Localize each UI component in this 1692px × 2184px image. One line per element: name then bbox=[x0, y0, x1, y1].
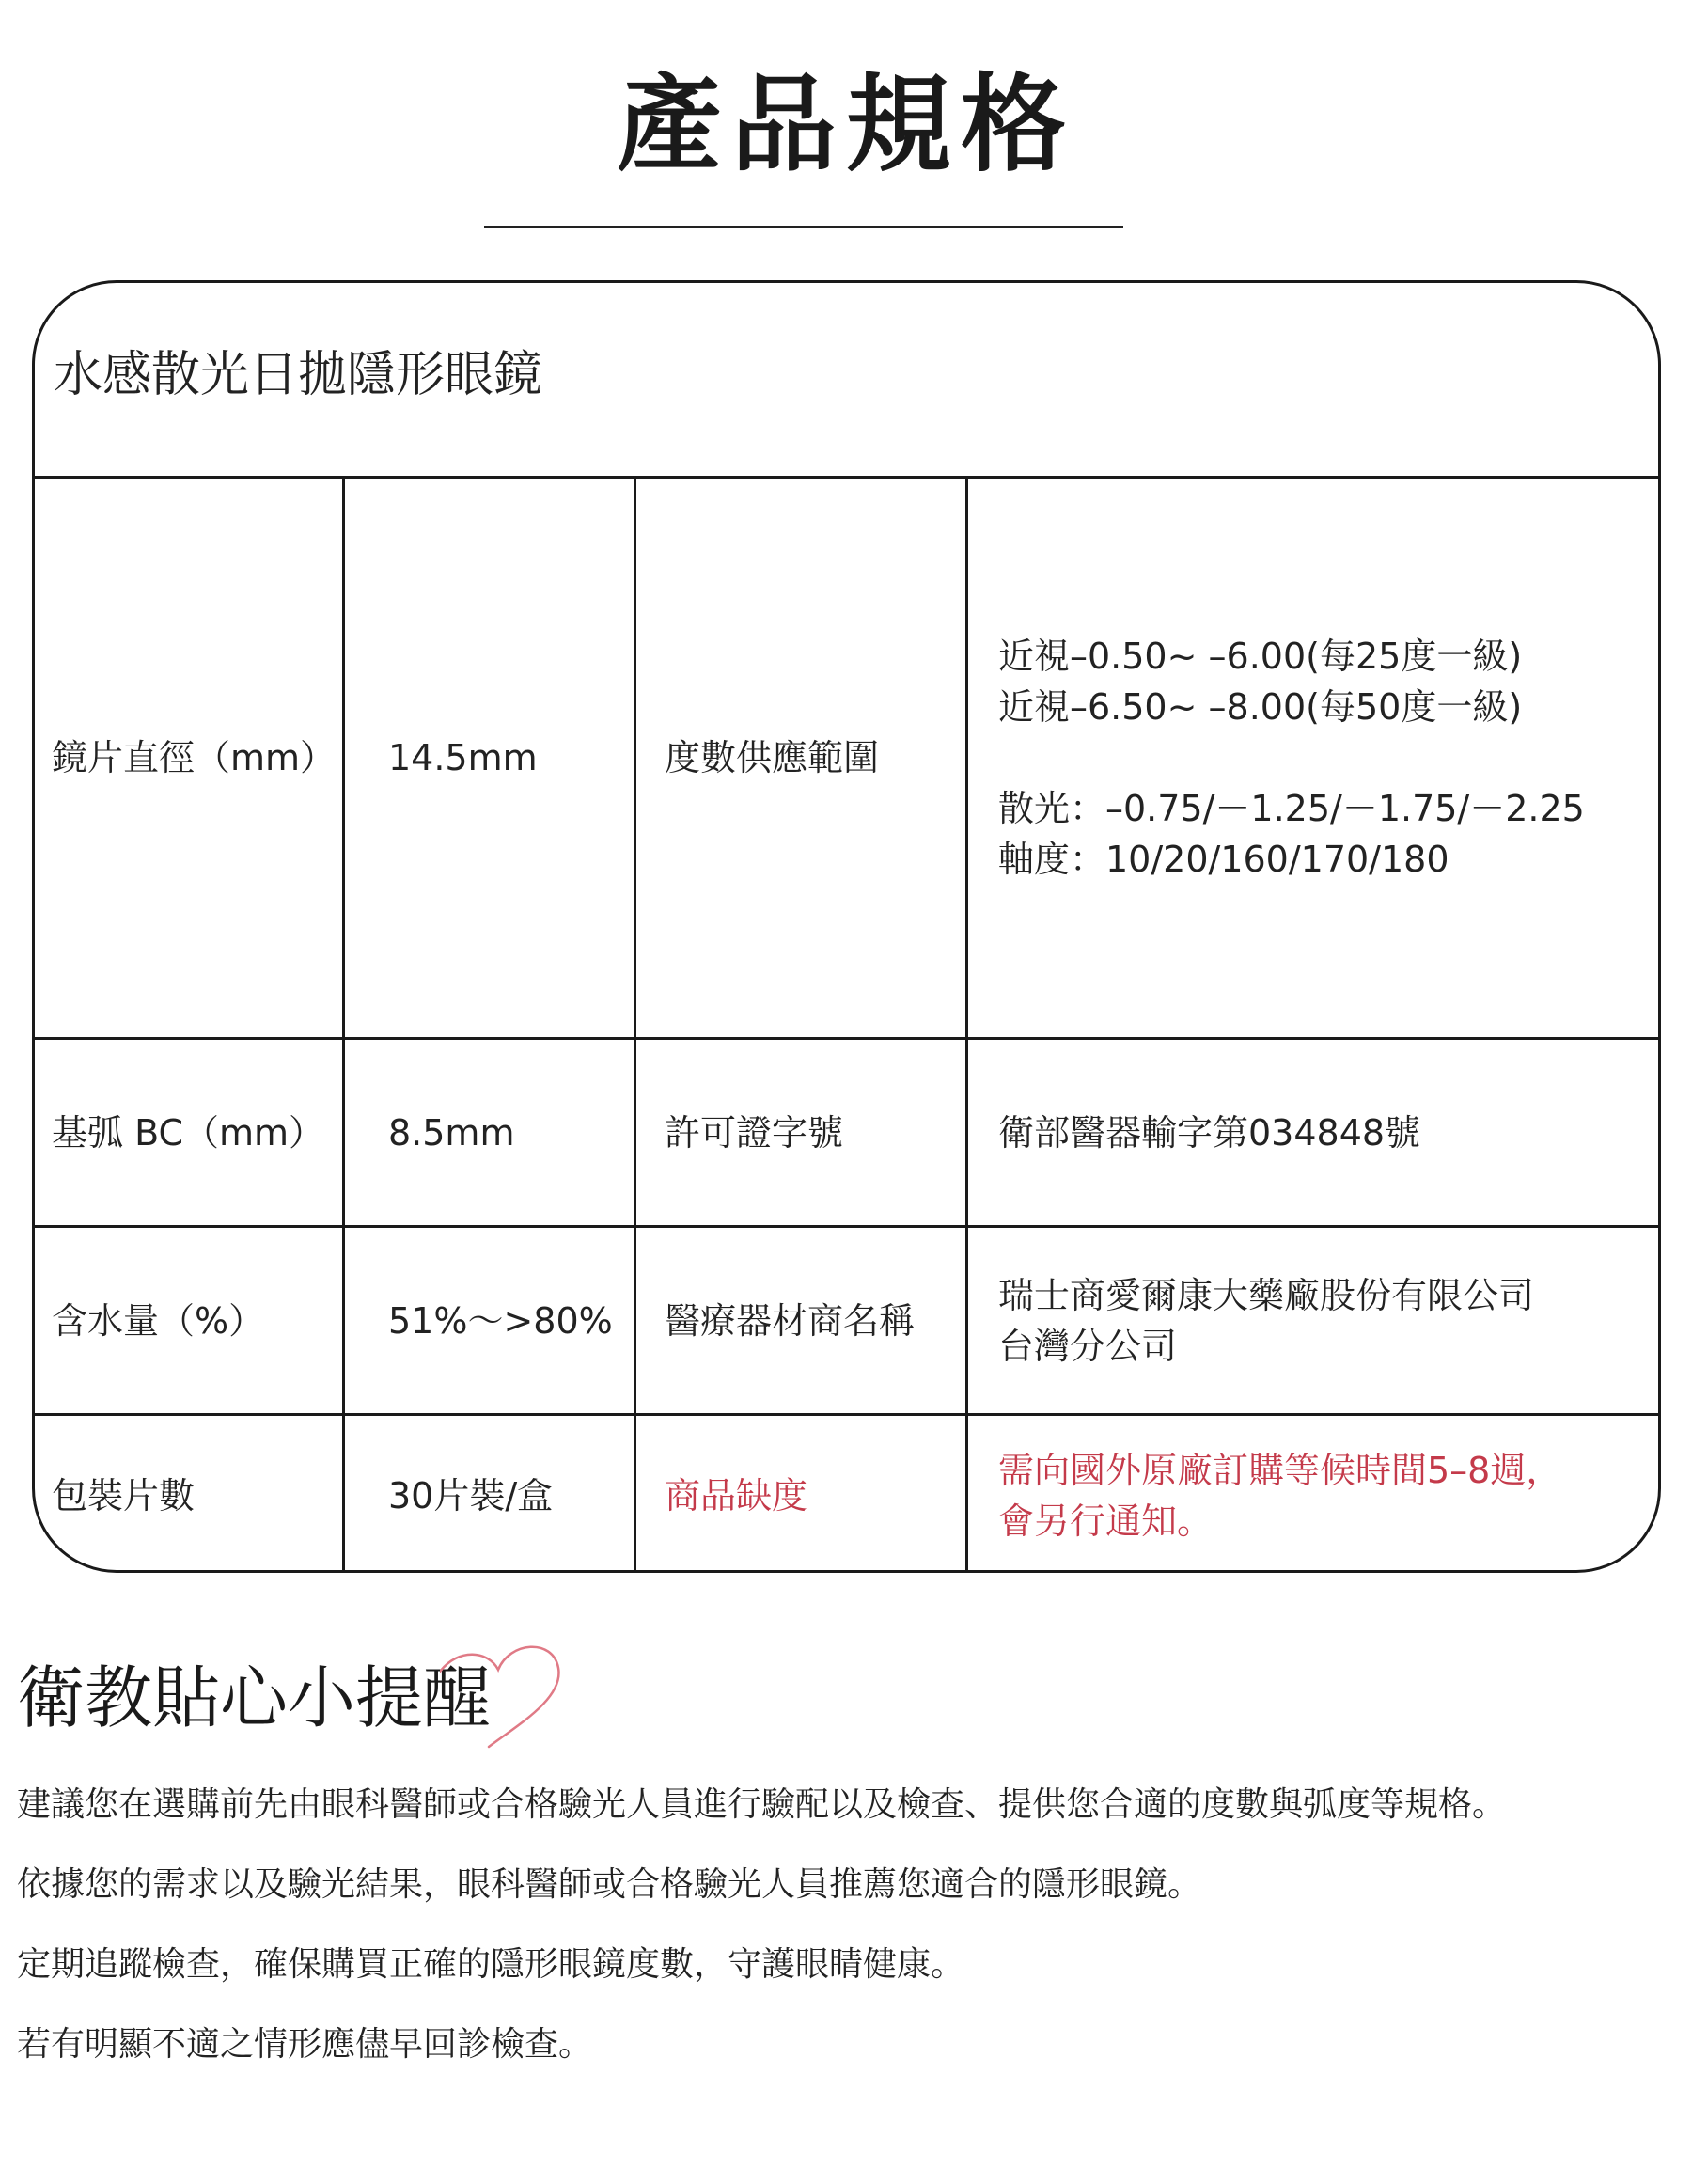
heart-outline-icon bbox=[440, 1638, 572, 1751]
spec-value-out-of-stock-note: 需向國外原廠訂購等候時間5–8週， 會另行通知。 bbox=[998, 1450, 1562, 1542]
tip-line: 建議您在選購前先由眼科醫師或合格驗光人員進行驗配以及檢查、提供您合適的度數與弧度等規格。 bbox=[17, 1785, 1507, 1824]
tip-line: 依據您的需求以及驗光結果，眼科醫師或合格驗光人員推薦您適合的隱形眼鏡。 bbox=[17, 1865, 1202, 1904]
spec-value-license: 衛部醫器輸字第034848號 bbox=[998, 1111, 1421, 1154]
spec-label-power-range: 度數供應範圍 bbox=[665, 737, 880, 778]
table-row-label bbox=[636, 479, 965, 1037]
table-row-value bbox=[345, 479, 634, 1037]
spec-value-water-content: 51%～>80% bbox=[388, 1299, 613, 1342]
table-row-label bbox=[35, 1040, 342, 1225]
title-divider bbox=[484, 226, 1123, 228]
spec-table bbox=[32, 280, 1661, 1573]
spec-label-supplier: 醫療器材商名稱 bbox=[665, 1299, 916, 1342]
table-row-value bbox=[968, 1040, 1661, 1225]
table-row-value bbox=[345, 1228, 634, 1413]
spec-label-out-of-stock: 商品缺度 bbox=[665, 1475, 808, 1516]
spec-value-base-curve: 8.5mm bbox=[388, 1111, 515, 1154]
tips-title: 衛教貼心小提醒 bbox=[17, 1658, 492, 1737]
spec-label-base-curve: 基弧 BC（mm） bbox=[52, 1111, 325, 1154]
spec-label-license: 許可證字號 bbox=[665, 1111, 844, 1154]
table-row-label bbox=[636, 1040, 965, 1225]
spec-value-package: 30片裝/盒 bbox=[388, 1475, 554, 1516]
table-row-label bbox=[35, 479, 342, 1037]
tip-line: 定期追蹤檢查，確保購買正確的隱形眼鏡度數，守護眼睛健康。 bbox=[17, 1945, 965, 1984]
table-row-value bbox=[968, 1416, 1661, 1573]
product-name: 水感散光日拋隱形眼鏡 bbox=[54, 347, 543, 403]
table-row-label bbox=[35, 1228, 342, 1413]
spec-label-package: 包裝片數 bbox=[52, 1475, 196, 1516]
table-row-value bbox=[968, 1228, 1661, 1413]
table-row-label bbox=[636, 1228, 965, 1413]
spec-value-supplier: 瑞士商愛爾康大藥廠股份有限公司 台灣分公司 bbox=[998, 1274, 1535, 1367]
table-row-value bbox=[345, 1040, 634, 1225]
spec-value-diameter: 14.5mm bbox=[388, 737, 538, 778]
table-row-label bbox=[35, 1416, 342, 1573]
spec-label-water-content: 含水量（%） bbox=[52, 1299, 265, 1342]
table-row-value bbox=[968, 479, 1661, 1037]
table-row-label bbox=[636, 1416, 965, 1573]
spec-value-power-range: 近視–0.50~ –6.00(每25度一級) 近視–6.50~ –8.00(每50度一級) 散光：–0.75/－1.25/－1.75/－2.25 軸度：10/20/160/170/180 bbox=[998, 636, 1585, 880]
tip-line: 若有明顯不適之情形應儘早回診檢查。 bbox=[17, 2025, 593, 2064]
spec-label-diameter: 鏡片直徑（mm） bbox=[52, 737, 337, 778]
table-row-value bbox=[345, 1416, 634, 1573]
page-title: 產品規格 bbox=[617, 64, 1075, 186]
